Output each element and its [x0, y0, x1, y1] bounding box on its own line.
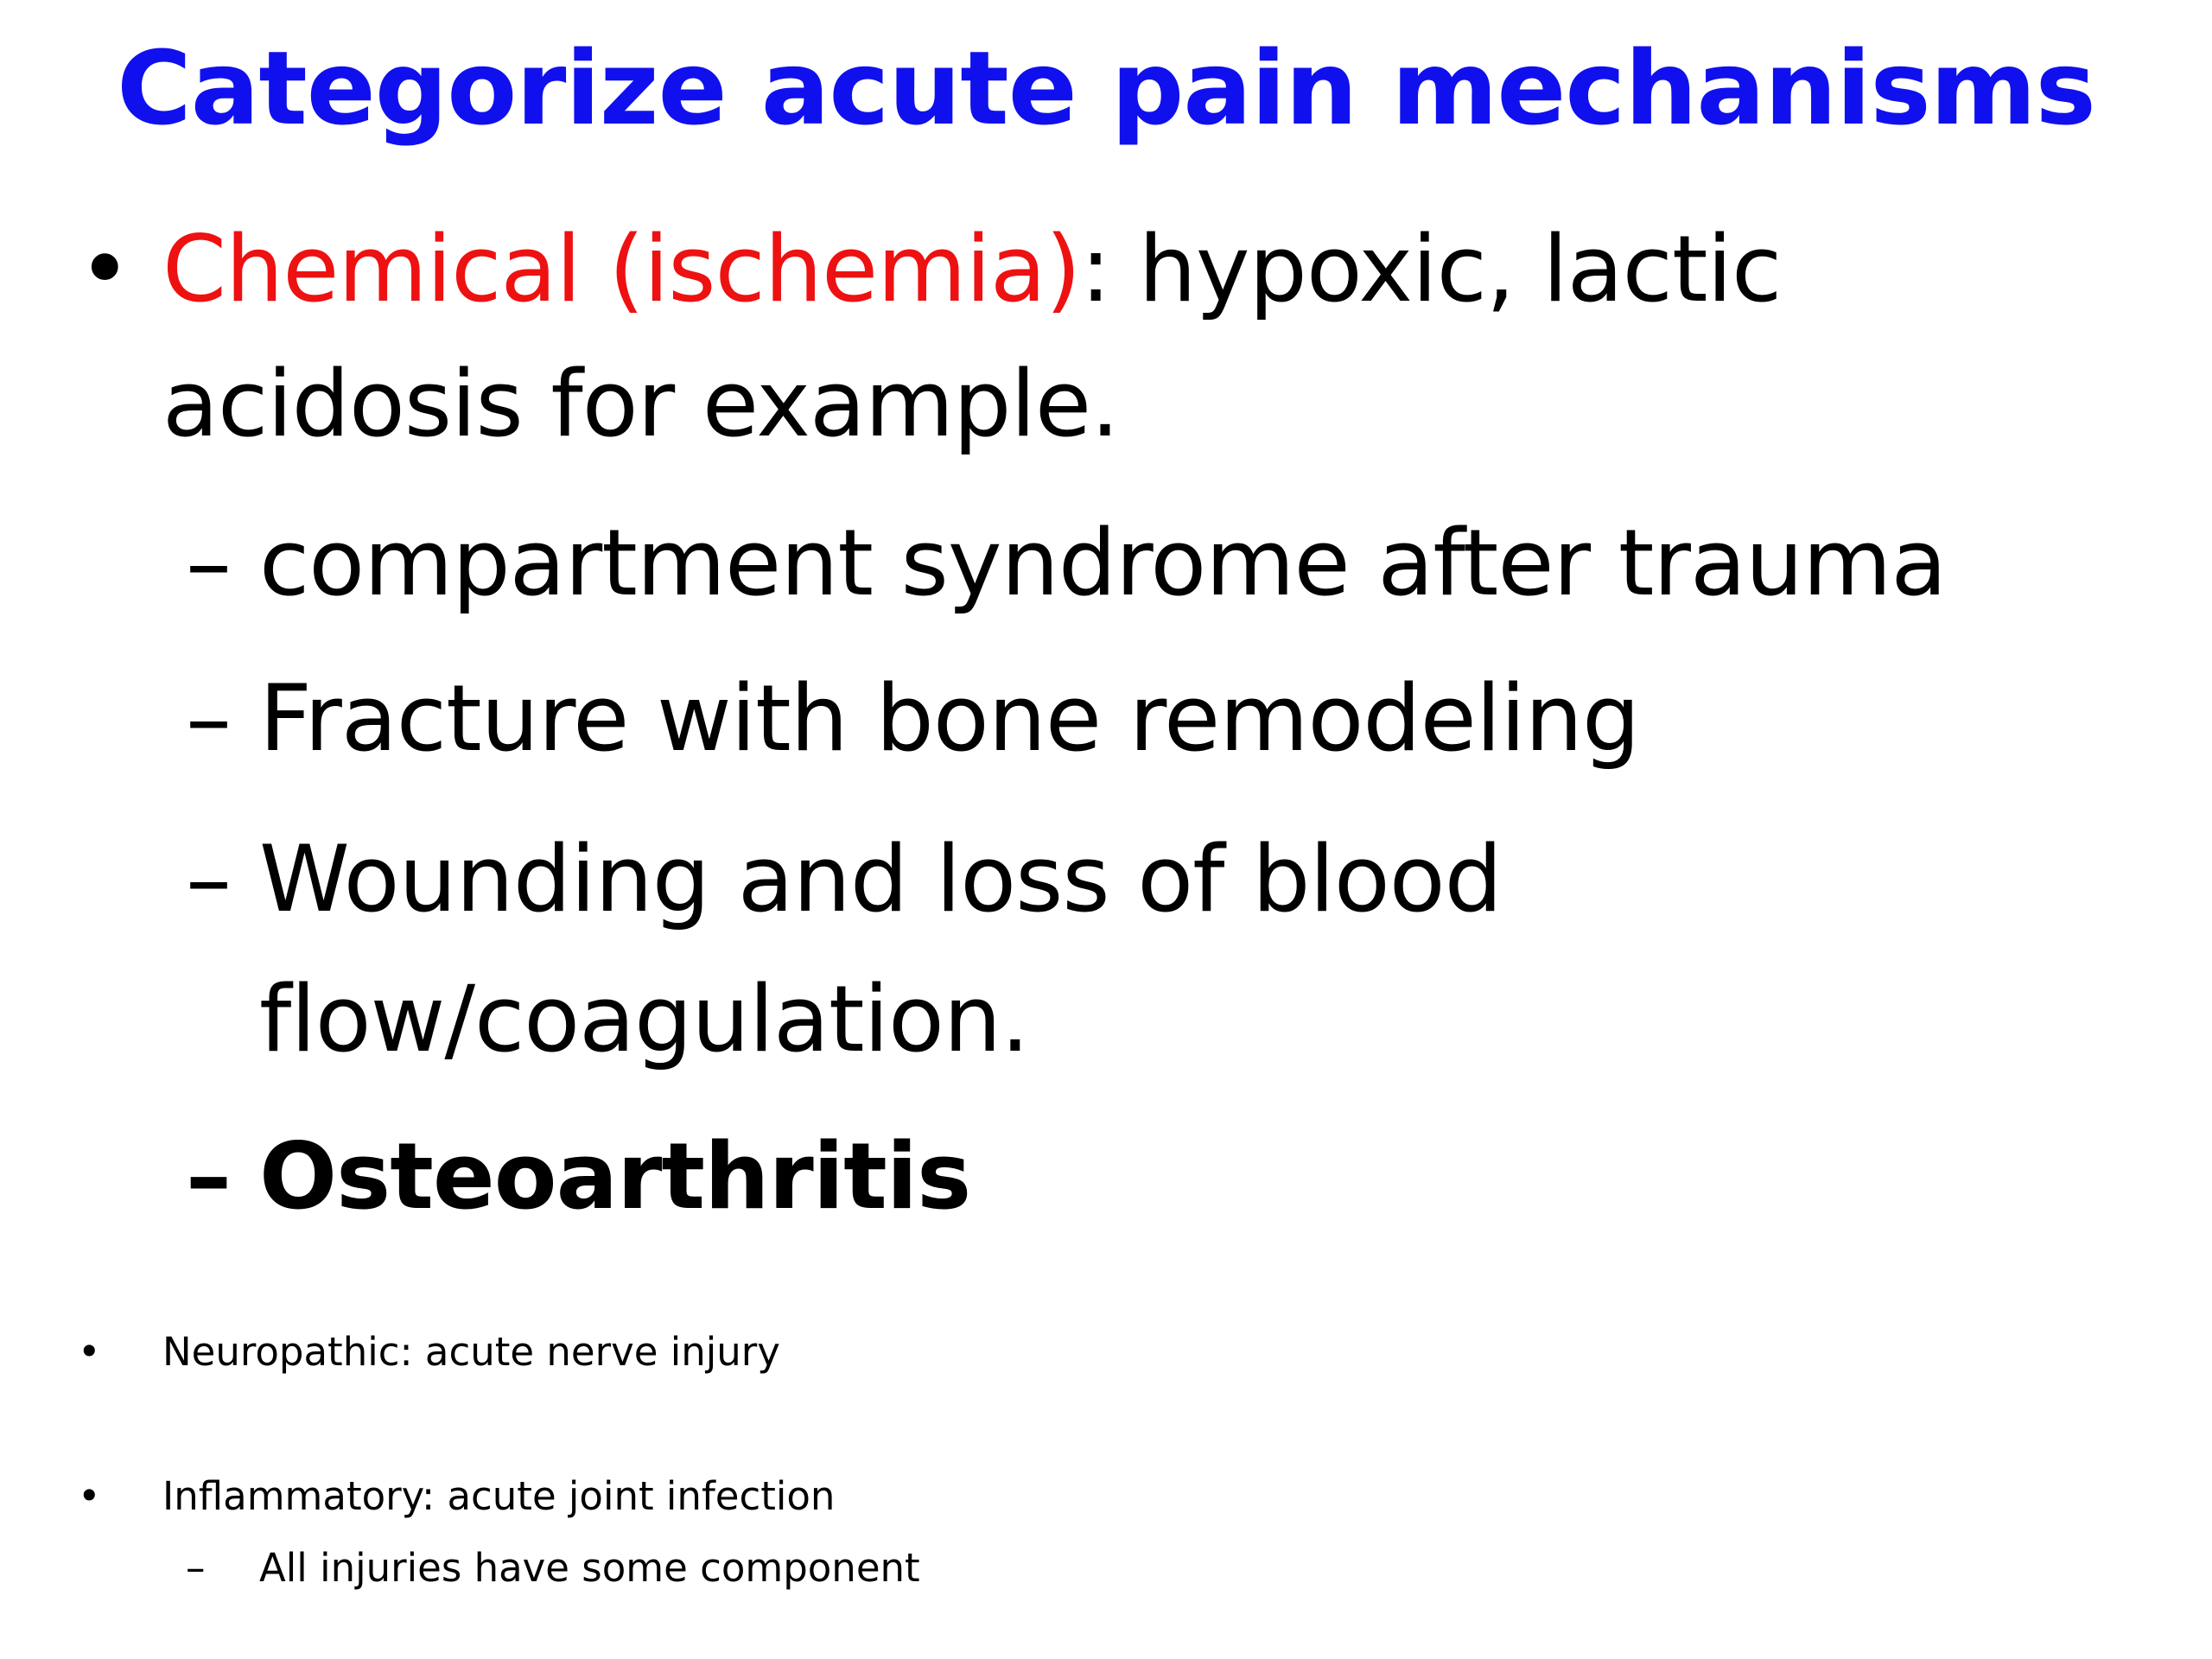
sub-item-compartment: compartment syndrome after trauma [259, 510, 1947, 616]
small-bullet-inflammatory: Inflammatory: acute joint infection [162, 1473, 836, 1519]
sub-item-fracture: Fracture with bone remodeling [259, 665, 1640, 772]
main-bullet-line-2: acidosis for example. [162, 351, 1119, 457]
small-sub-all-injuries: All injuries have some component [259, 1545, 920, 1591]
sub-item-marker: – [186, 665, 231, 772]
small-bullet-marker: • [78, 1473, 101, 1519]
main-bullet-rest: : hypoxic, lactic [1080, 216, 1782, 322]
sub-item-wounding-continuation: flow/coagulation. [259, 966, 1029, 1072]
sub-item-marker: – [186, 826, 231, 932]
sub-item-marker: – [186, 510, 231, 616]
slide-title: Categorize acute pain mechanisms [117, 29, 2095, 148]
small-bullet-marker: • [78, 1329, 101, 1375]
main-bullet-marker: • [78, 216, 131, 322]
small-sub-marker: – [186, 1545, 206, 1591]
main-bullet-highlight: Chemical (ischemia) [162, 216, 1081, 322]
sub-item-wounding: Wounding and loss of blood [259, 826, 1502, 932]
sub-item-marker: – [186, 1123, 231, 1230]
small-bullet-neuropathic: Neuropathic: acute nerve injury [162, 1329, 780, 1375]
sub-item-osteoarthritis: Osteoarthritis [259, 1123, 971, 1230]
main-bullet-line-1 [162, 200, 1781, 339]
